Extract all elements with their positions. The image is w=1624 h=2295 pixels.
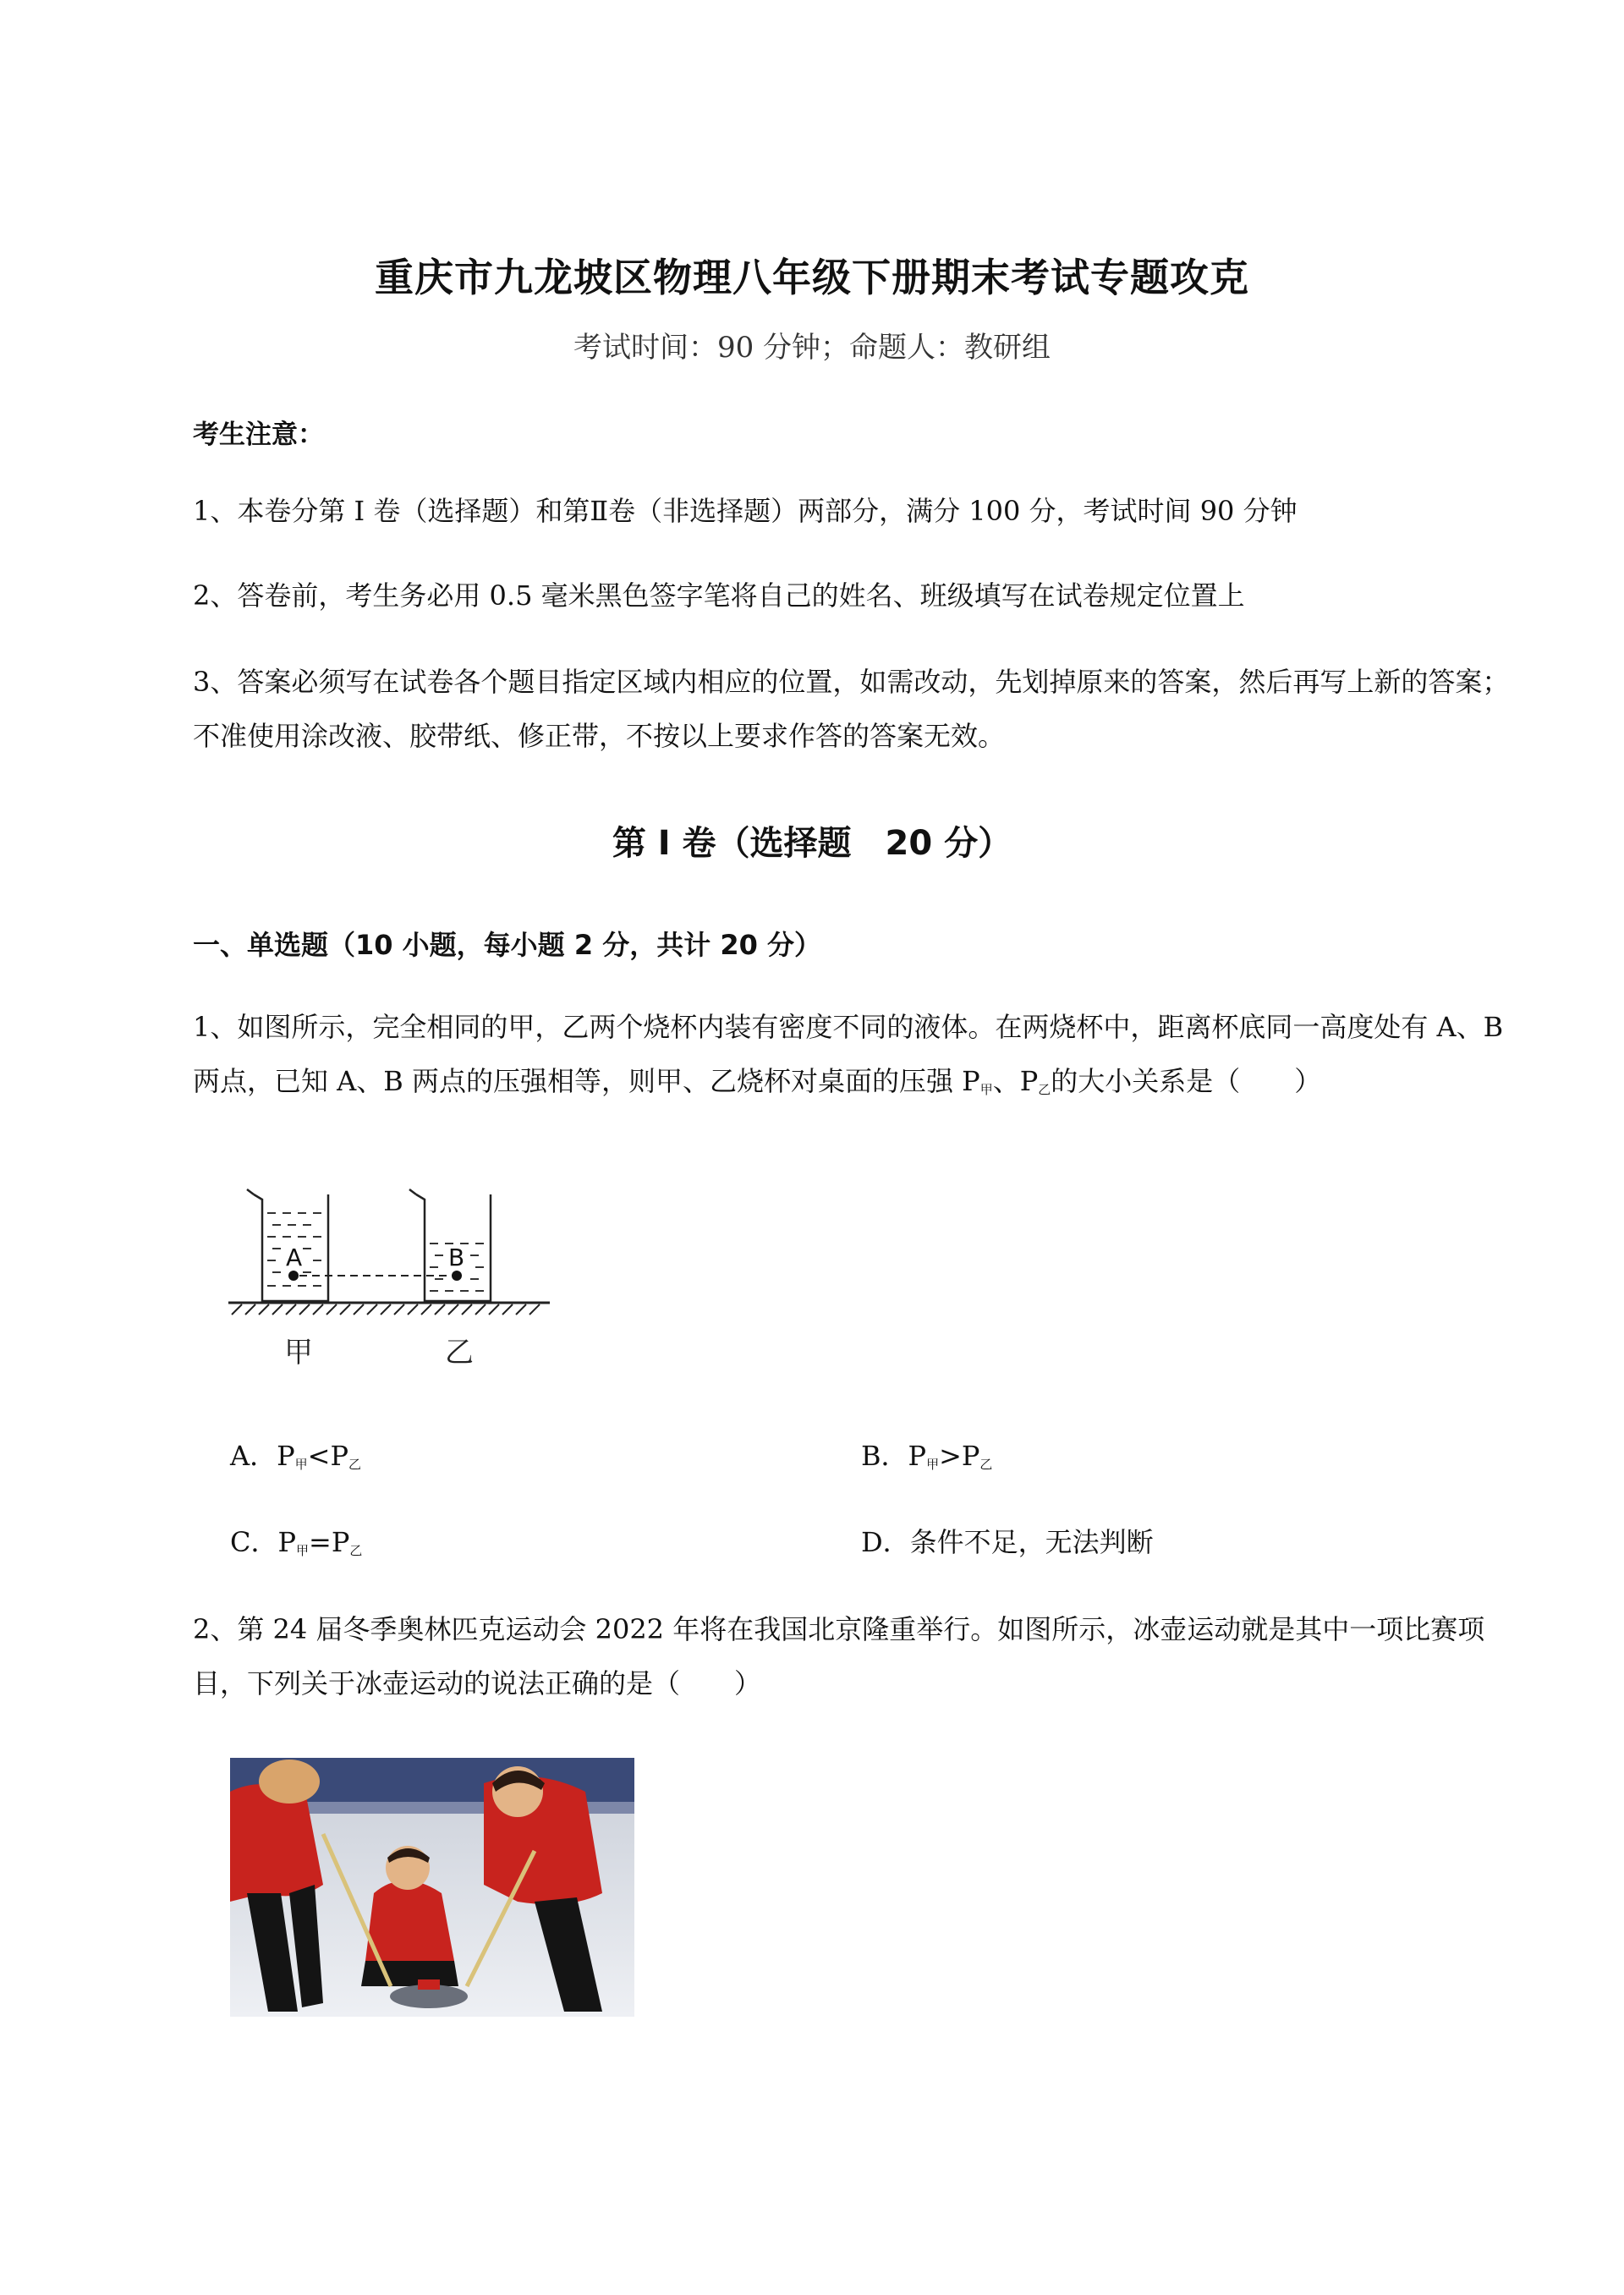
notice-item-2: 2、答卷前，考生务必用 0.5 毫米黑色签字笔将自己的姓名、班级填写在试卷规定位置上 bbox=[193, 579, 1245, 612]
option-c-sub-jia: 甲 bbox=[296, 1543, 310, 1558]
point-a-label: A bbox=[286, 1244, 303, 1271]
table-surface bbox=[228, 1303, 550, 1315]
point-b-label: B bbox=[448, 1244, 465, 1271]
option-b-sub-jia: 甲 bbox=[926, 1457, 940, 1472]
option-c-prefix: C．P bbox=[230, 1526, 297, 1558]
option-a[interactable] bbox=[230, 1435, 361, 1474]
option-c-relation: =P bbox=[309, 1526, 350, 1558]
option-b-sub-yi: 乙 bbox=[979, 1457, 993, 1472]
option-d[interactable]: D．条件不足，无法判断 bbox=[861, 1526, 1154, 1558]
label-yi: 乙 bbox=[445, 1336, 474, 1370]
question-1-text-a: 1、如图所示，完全相同的甲，乙两个烧杯内装有密度不同的液体。在两烧杯中，距离杯底同一高度处有 A、B 两点，已知 A、B 两点的压强相等，则甲、乙烧杯对桌面的压强 P bbox=[193, 1011, 1504, 1097]
option-a-relation: <P bbox=[307, 1440, 349, 1472]
option-c-sub-yi: 乙 bbox=[349, 1543, 363, 1558]
question-1-text bbox=[193, 1000, 1521, 1117]
section-title: 第 I 卷（选择题 20 分） bbox=[612, 824, 1012, 863]
beakers-figure bbox=[228, 1184, 558, 1379]
option-c[interactable] bbox=[230, 1521, 362, 1560]
question-1-separator: 、P bbox=[992, 1065, 1039, 1097]
page-title: 重庆市九龙坡区物理八年级下册期末考试专题攻克 bbox=[375, 255, 1249, 300]
exam-info: 考试时间：90 分钟；命题人：教研组 bbox=[573, 331, 1051, 365]
beaker-yi bbox=[409, 1189, 491, 1301]
beaker-jia bbox=[247, 1189, 328, 1301]
option-a-sub-jia: 甲 bbox=[294, 1457, 308, 1472]
option-a-prefix: A．P bbox=[230, 1440, 295, 1472]
question-2-text: 2、第 24 届冬季奥林匹克运动会 2022 年将在我国北京隆重举行。如图所示，冰壶运动就是其中一项比赛项目，下列关于冰壶运动的说法正确的是（ ） bbox=[193, 1613, 1485, 1699]
part-heading: 一、单选题（10 小题，每小题 2 分，共计 20 分） bbox=[193, 929, 822, 961]
option-b-prefix: B．P bbox=[861, 1440, 927, 1472]
subscript-yi: 乙 bbox=[1038, 1082, 1051, 1097]
option-a-sub-yi: 乙 bbox=[348, 1457, 362, 1472]
subscript-jia: 甲 bbox=[979, 1082, 993, 1097]
notice-item-3: 3、答案必须写在试卷各个题目指定区域内相应的位置，如需改动，先划掉原来的答案，然后再写上新的答案；不准使用涂改液、胶带纸、修正带，不按以上要求作答的答案无效。 bbox=[193, 666, 1510, 752]
option-b[interactable] bbox=[861, 1435, 992, 1474]
curling-photo bbox=[230, 1758, 634, 2017]
question-1-text-b: 的大小关系是（ ） bbox=[1051, 1065, 1322, 1097]
notice-item-1: 1、本卷分第 I 卷（选择题）和第Ⅱ卷（非选择题）两部分，满分 100 分，考试时间 90 分钟 bbox=[193, 495, 1298, 527]
option-b-relation: >P bbox=[939, 1440, 980, 1472]
label-jia: 甲 bbox=[284, 1336, 313, 1370]
notice-heading: 考生注意： bbox=[193, 420, 324, 450]
